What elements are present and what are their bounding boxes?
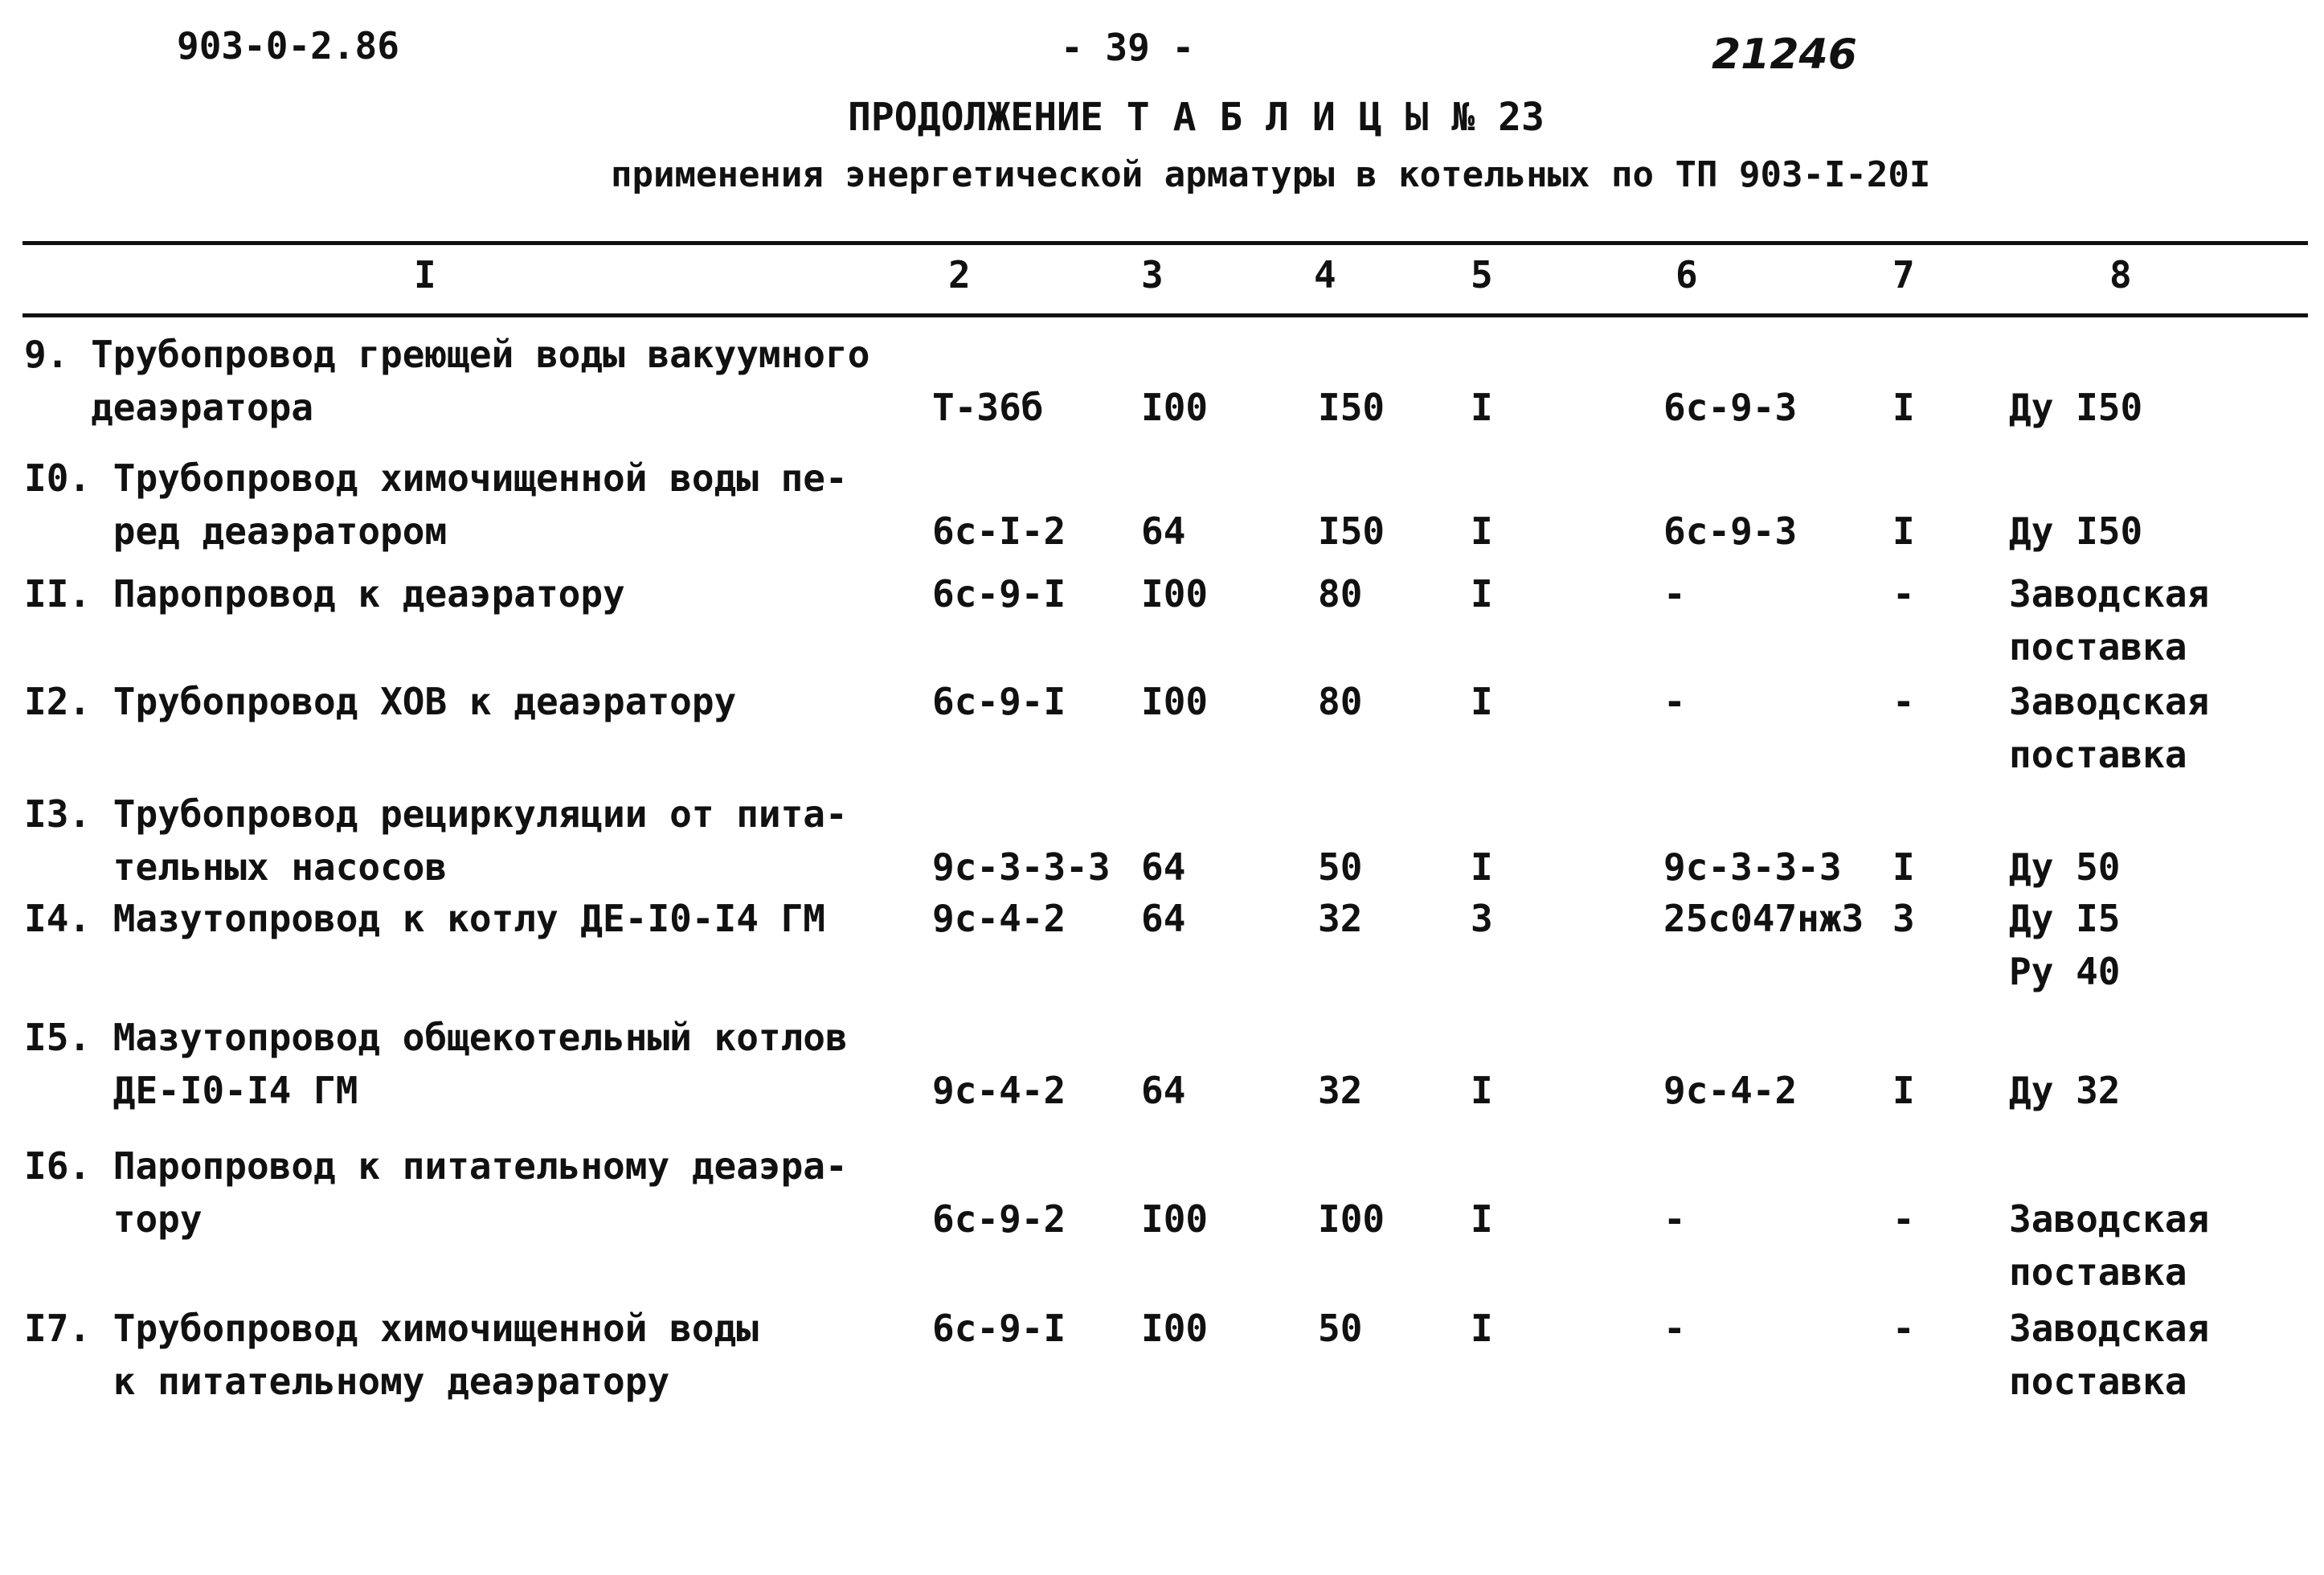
cell-col-7: 3 bbox=[1892, 897, 1915, 940]
cell-col-6: - bbox=[1663, 680, 1686, 723]
row-name-cell: I7. Трубопровод химочищенной воды к питательному деаэратору bbox=[24, 1307, 759, 1403]
table-title: ПРОДОЛЖЕНИЕ Т А Б Л И Ц Ы № 23 bbox=[848, 95, 1545, 140]
table-subtitle: применения энергетической арматуры в котельных по ТП 903-I-20I bbox=[611, 154, 1931, 195]
cell-col-3: I00 bbox=[1141, 572, 1209, 616]
cell-col-2: Т-36б bbox=[932, 386, 1044, 429]
cell-col-4: I00 bbox=[1318, 1197, 1385, 1241]
cell-col-3: 64 bbox=[1141, 897, 1186, 940]
cell-col-8: Ду I50 bbox=[2009, 509, 2143, 553]
document-code: 903-0-2.86 bbox=[177, 24, 399, 68]
cell-col-5: I bbox=[1471, 572, 1493, 616]
cell-col-7: I bbox=[1892, 509, 1915, 553]
cell-col-3: 64 bbox=[1141, 845, 1186, 889]
cell-col-2: 9с-3-3-3 bbox=[932, 845, 1111, 889]
cell-col-5: I bbox=[1471, 1069, 1493, 1112]
header-bottom-rule bbox=[23, 313, 2308, 317]
cell-col-8: Ду 50 bbox=[2009, 845, 2121, 889]
cell-col-2: 9с-4-2 bbox=[932, 1069, 1066, 1112]
cell-col-8: Заводская поставка bbox=[2009, 1307, 2210, 1403]
cell-col-4: I50 bbox=[1318, 386, 1385, 429]
column-header-4: 4 bbox=[1314, 253, 1336, 297]
column-header-2: 2 bbox=[948, 253, 971, 297]
cell-col-6: 9с-4-2 bbox=[1663, 1069, 1798, 1112]
row-name-cell: I2. Трубопровод ХОВ к деаэратору bbox=[24, 680, 737, 723]
cell-col-6: - bbox=[1663, 572, 1686, 616]
cell-col-3: 64 bbox=[1141, 1069, 1186, 1112]
cell-col-6: 25с047нж3 bbox=[1663, 897, 1864, 940]
cell-col-4: 80 bbox=[1318, 680, 1363, 723]
cell-col-5: I bbox=[1471, 680, 1493, 723]
cell-col-4: 32 bbox=[1318, 1069, 1363, 1112]
cell-col-5: I bbox=[1471, 1197, 1493, 1241]
cell-col-2: 6с-9-I bbox=[932, 572, 1066, 616]
cell-col-2: 6с-I-2 bbox=[932, 509, 1066, 553]
cell-col-8: Ду 32 bbox=[2009, 1069, 2121, 1112]
cell-col-4: 80 bbox=[1318, 572, 1363, 616]
cell-col-8: Заводская поставка bbox=[2009, 572, 2210, 669]
cell-col-2: 6с-9-I bbox=[932, 1307, 1066, 1350]
cell-col-7: - bbox=[1892, 1307, 1915, 1350]
top-rule bbox=[23, 241, 2308, 245]
cell-col-4: 50 bbox=[1318, 1307, 1363, 1350]
cell-col-6: - bbox=[1663, 1307, 1686, 1350]
row-name-cell: I3. Трубопровод рециркуляции от пита- тельных насосов bbox=[24, 792, 848, 889]
cell-col-5: I bbox=[1471, 845, 1493, 889]
cell-col-3: I00 bbox=[1141, 1197, 1209, 1241]
cell-col-6: 9с-3-3-3 bbox=[1663, 845, 1842, 889]
cell-col-8: Заводская поставка bbox=[2009, 1197, 2210, 1294]
cell-col-7: I bbox=[1892, 386, 1915, 429]
row-name-cell: I5. Мазутопровод общекотельный котлов ДЕ-I0-I4 ГМ bbox=[24, 1016, 848, 1112]
cell-col-7: I bbox=[1892, 845, 1915, 889]
cell-col-2: 9с-4-2 bbox=[932, 897, 1066, 940]
row-name-cell: I0. Трубопровод химочищенной воды пе- ред деаэратором bbox=[24, 456, 848, 553]
cell-col-8: Заводская поставка bbox=[2009, 680, 2210, 776]
cell-col-4: 32 bbox=[1318, 897, 1363, 940]
row-name-cell: I6. Паропровод к питательному деаэра- тору bbox=[24, 1144, 848, 1241]
cell-col-3: 64 bbox=[1141, 509, 1186, 553]
column-header-1: I bbox=[414, 253, 436, 297]
cell-col-2: 6с-9-I bbox=[932, 680, 1066, 723]
cell-col-7: - bbox=[1892, 680, 1915, 723]
cell-col-3: I00 bbox=[1141, 1307, 1209, 1350]
cell-col-4: 50 bbox=[1318, 845, 1363, 889]
page-number: - 39 - bbox=[1061, 26, 1195, 69]
column-header-6: 6 bbox=[1675, 253, 1698, 297]
cell-col-8: Ду I5 Ру 40 bbox=[2009, 897, 2121, 993]
cell-col-4: I50 bbox=[1318, 509, 1385, 553]
cell-col-8: Ду I50 bbox=[2009, 386, 2143, 429]
row-name-cell: II. Паропровод к деаэратору bbox=[24, 572, 625, 616]
cell-col-5: I bbox=[1471, 509, 1493, 553]
cell-col-5: 3 bbox=[1471, 897, 1493, 940]
cell-col-7: - bbox=[1892, 1197, 1915, 1241]
column-header-7: 7 bbox=[1892, 253, 1915, 297]
cell-col-5: I bbox=[1471, 386, 1493, 429]
cell-col-6: 6с-9-3 bbox=[1663, 509, 1798, 553]
cell-col-5: I bbox=[1471, 1307, 1493, 1350]
cell-col-6: - bbox=[1663, 1197, 1686, 1241]
cell-col-7: I bbox=[1892, 1069, 1915, 1112]
column-header-5: 5 bbox=[1471, 253, 1493, 297]
row-name-cell: 9. Трубопровод греющей воды вакуумного деаэратора bbox=[24, 333, 870, 429]
row-name-cell: I4. Мазутопровод к котлу ДЕ-I0-I4 ГМ bbox=[24, 897, 825, 940]
cell-col-6: 6с-9-3 bbox=[1663, 386, 1798, 429]
cell-col-3: I00 bbox=[1141, 680, 1209, 723]
cell-col-2: 6с-9-2 bbox=[932, 1197, 1066, 1241]
cell-col-7: - bbox=[1892, 572, 1915, 616]
sheet-id: 21246 bbox=[1712, 31, 1857, 79]
cell-col-3: I00 bbox=[1141, 386, 1209, 429]
column-header-8: 8 bbox=[2109, 253, 2132, 297]
column-header-3: 3 bbox=[1141, 253, 1164, 297]
